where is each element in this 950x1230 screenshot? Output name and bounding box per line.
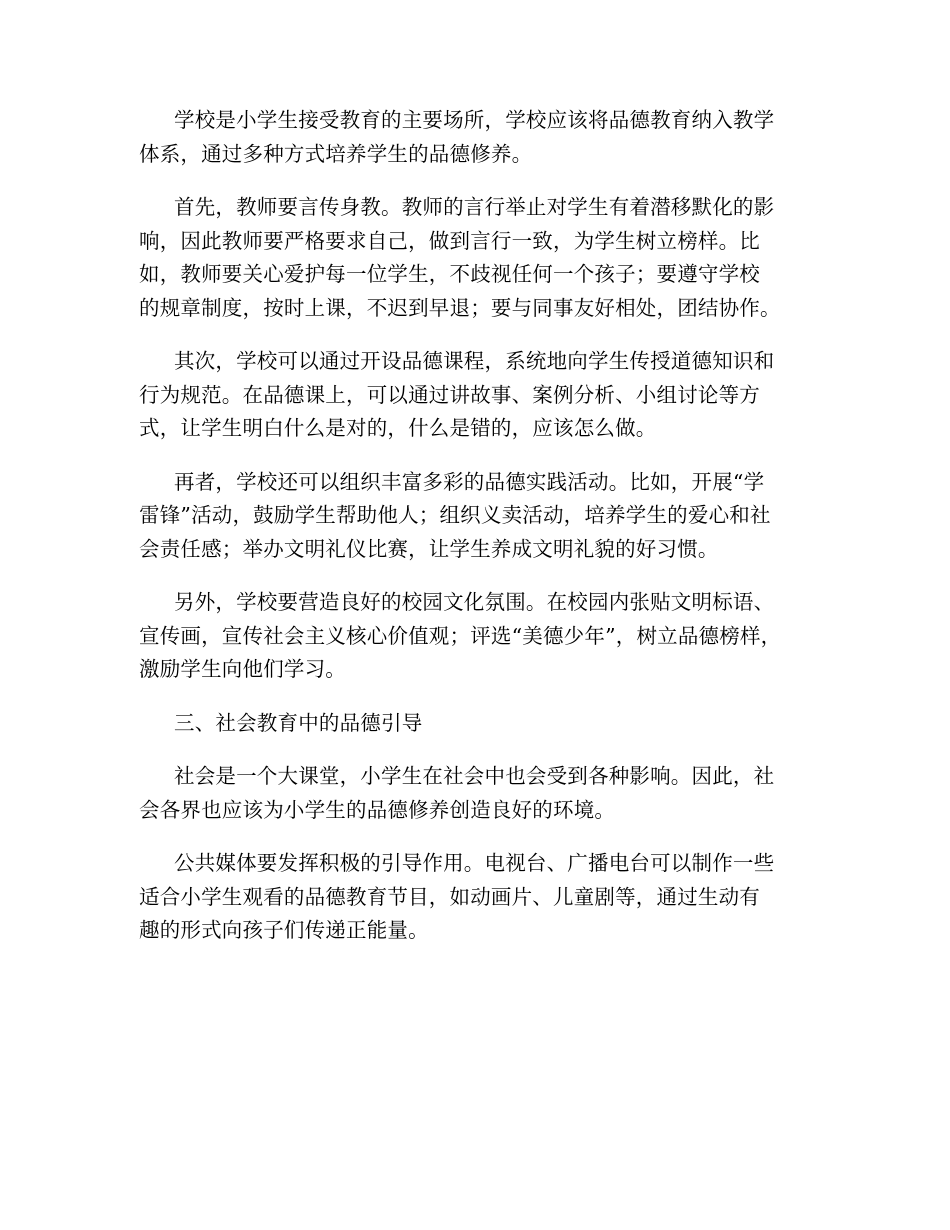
text-line: 行为规范。在品德课上，可以通过讲故事、案例分析、小组讨论等方	[139, 382, 760, 407]
text-line: 适合小学生观看的品德教育节目，如动画片、儿童剧等，通过生动有	[139, 884, 760, 909]
text-line: 社会是一个大课堂，小学生在社会中也会受到各种影响。因此，社	[174, 764, 775, 788]
text-line: 激励学生向他们学习。	[139, 657, 346, 681]
text-line: 宣传画，宣传社会主义核心价值观；评选“美德少年”，树立品德榜样，	[139, 623, 782, 648]
text-line: 首先，教师要言传身教。教师的言行举止对学生有着潜移默化的影	[174, 195, 775, 219]
paragraph-school-role	[139, 104, 839, 171]
text-line: 再者，学校还可以组织丰富多彩的品德实践活动。比如，开展“学	[174, 469, 765, 494]
text-line: 其次，学校可以通过开设品德课程，系统地向学生传授道德知识和	[174, 349, 775, 373]
paragraph-public-media	[139, 847, 839, 948]
text-line: 三、社会教育中的品德引导	[174, 710, 423, 735]
text-line: 会各界也应该为小学生的品德修养创造良好的环境。	[139, 797, 616, 822]
text-line: 式，让学生明白什么是对的，什么是错的，应该怎么做。	[139, 416, 657, 440]
text-line: 会责任感；举办文明礼仪比赛，让学生养成文明礼貌的好习惯。	[139, 536, 719, 561]
paragraph-moral-courses	[139, 345, 839, 446]
text-line: 学校是小学生接受教育的主要场所，学校应该将品德教育纳入教学	[174, 108, 775, 132]
paragraph-teacher-example	[139, 191, 839, 325]
paragraph-practice-activities	[139, 466, 839, 567]
text-line: 公共媒体要发挥积极的引导作用。电视台、广播电台可以制作一些	[174, 851, 775, 875]
text-line: 响，因此教师要严格要求自己，做到言行一致，为学生树立榜样。比	[139, 228, 760, 253]
text-line: 雷锋”活动，鼓励学生帮助他人；组织义卖活动，培养学生的爱心和社	[139, 503, 771, 527]
document-body	[139, 104, 839, 968]
section-heading-social-education	[139, 707, 839, 741]
text-line: 体系，通过多种方式培养学生的品德修养。	[139, 141, 533, 166]
text-line: 如，教师要关心爱护每一位学生，不歧视任何一个孩子；要遵守学校	[139, 262, 760, 286]
text-line: 趣的形式向孩子们传递正能量。	[139, 918, 429, 942]
text-line: 的规章制度，按时上课，不迟到早退；要与同事友好相处，团结协作。	[139, 295, 781, 320]
text-line: 另外，学校要营造良好的校园文化氛围。在校园内张贴文明标语、	[174, 590, 775, 614]
paragraph-campus-culture	[139, 586, 839, 687]
paragraph-society-classroom	[139, 760, 839, 827]
